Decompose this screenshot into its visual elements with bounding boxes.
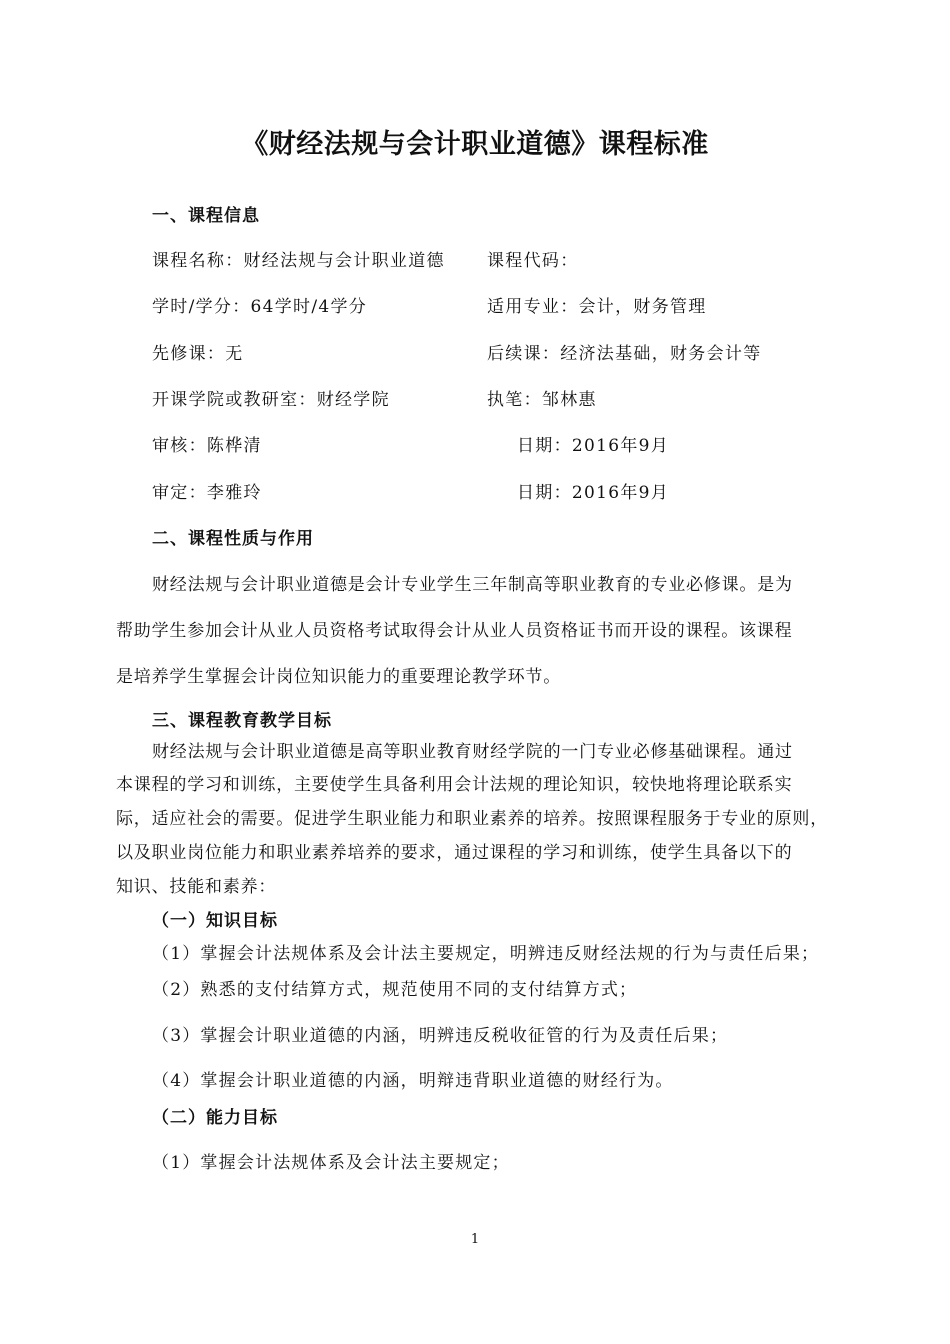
knowledge-objective-item: （4）掌握会计职业道德的内涵，明辩违背职业道德的财经行为。 — [152, 1071, 674, 1091]
knowledge-objective-item: （2）熟悉的支付结算方式，规范使用不同的支付结算方式； — [152, 980, 638, 1000]
info-course-name: 课程名称：财经法规与会计职业道德 — [152, 251, 445, 271]
paragraph-line: 财经法规与会计职业道德是会计专业学生三年制高等职业教育的专业必修课。是为 — [152, 575, 793, 595]
paragraph-line: 以及职业岗位能力和职业素养培养的要求，通过课程的学习和训练，使学生具备以下的 — [116, 843, 793, 863]
paragraph-line: 知识、技能和素养： — [116, 877, 277, 897]
knowledge-objective-item: （3）掌握会计职业道德的内涵，明辨违反税收征管的行为及责任后果； — [152, 1026, 729, 1046]
paragraph-line: 帮助学生参加会计从业人员资格考试取得会计从业人员资格证书而开设的课程。该课程 — [116, 621, 793, 641]
document-title: 《财经法规与会计职业道德》课程标准 — [241, 129, 709, 160]
subheading-ability-objectives: （二）能力目标 — [152, 1108, 278, 1128]
knowledge-objective-item: （1）掌握会计法规体系及会计法主要规定，明辨违反财经法规的行为与责任后果； — [152, 944, 820, 964]
paragraph-line: 际，适应社会的需要。促进学生职业能力和职业素养的培养。按照课程服务于专业的原则， — [116, 809, 828, 829]
info-reviewer: 审核：陈桦清 — [152, 436, 262, 456]
paragraph-line: 财经法规与会计职业道德是高等职业教育财经学院的一门专业必修基础课程。通过 — [152, 742, 793, 762]
info-applicable-major: 适用专业：会计，财务管理 — [487, 297, 707, 317]
info-review-date: 日期：2016年9月 — [517, 436, 670, 456]
page-number: 1 — [470, 1232, 480, 1247]
info-course-code: 课程代码： — [487, 251, 579, 271]
info-hours-credits: 学时/学分：64学时/4学分 — [152, 297, 368, 317]
section-heading-nature-role: 二、课程性质与作用 — [152, 529, 314, 549]
subheading-knowledge-objectives: （一）知识目标 — [152, 911, 278, 931]
info-follow-up-course: 后续课：经济法基础，财务会计等 — [487, 344, 762, 364]
info-department: 开课学院或教研室：财经学院 — [152, 390, 390, 410]
info-author: 执笔：邹林惠 — [487, 390, 597, 410]
paragraph-line: 本课程的学习和训练，主要使学生具备利用会计法规的理论知识，较快地将理论联系实 — [116, 775, 793, 795]
ability-objective-item: （1）掌握会计法规体系及会计法主要规定； — [152, 1153, 510, 1173]
info-prerequisite: 先修课：无 — [152, 344, 244, 364]
section-heading-course-info: 一、课程信息 — [152, 206, 260, 226]
section-heading-teaching-objectives: 三、课程教育教学目标 — [152, 711, 332, 731]
paragraph-line: 是培养学生掌握会计岗位知识能力的重要理论教学环节。 — [116, 667, 561, 687]
info-approver: 审定：李雅玲 — [152, 483, 262, 503]
info-approval-date: 日期：2016年9月 — [517, 483, 670, 503]
